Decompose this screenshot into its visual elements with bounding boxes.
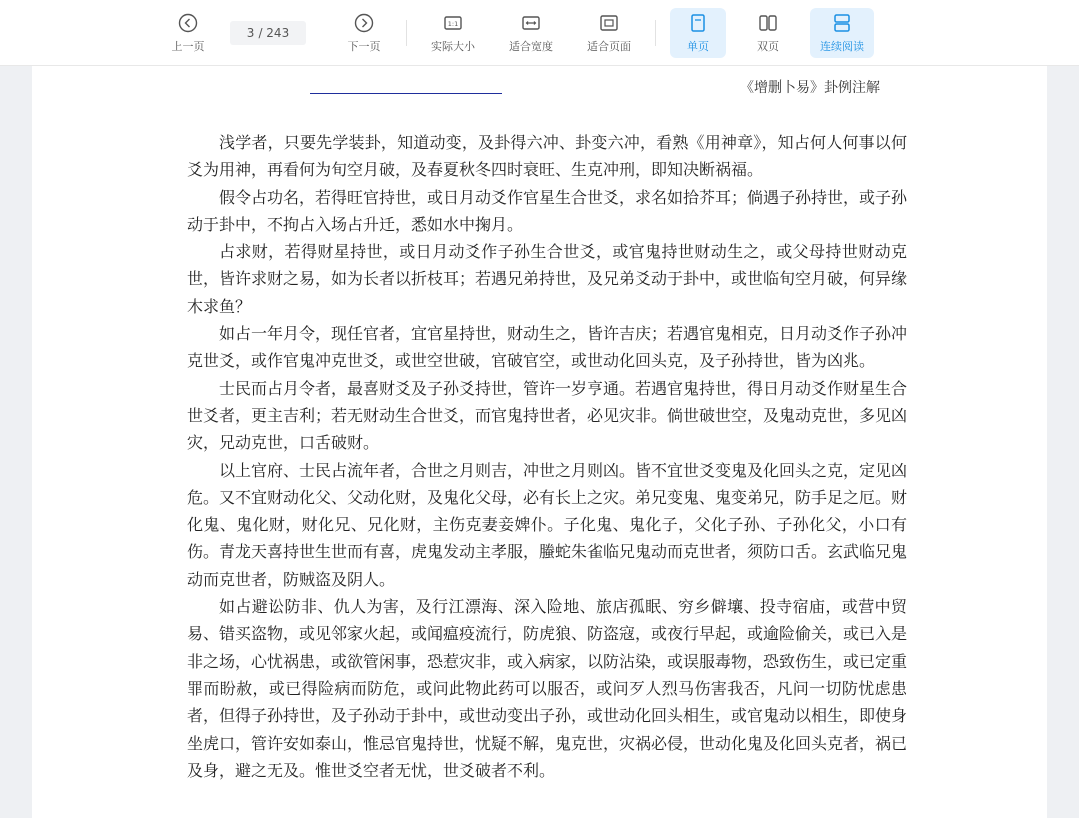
continuous-scroll-icon	[831, 12, 853, 34]
prev-page-button[interactable]	[160, 8, 216, 58]
viewer-toolbar	[0, 0, 1079, 66]
single-page-label: 单页	[687, 39, 709, 53]
fit-page-button[interactable]	[577, 8, 641, 58]
continuous-reading-button[interactable]	[810, 8, 874, 58]
fit-page-icon	[598, 12, 620, 34]
toolbar-divider	[655, 20, 656, 46]
running-header: 《增删卜易》卦例注解	[740, 80, 880, 96]
fit-width-button[interactable]	[499, 8, 563, 58]
document-page	[32, 66, 1047, 818]
next-page-label: 下一页	[347, 39, 381, 53]
page-number-input[interactable]	[230, 21, 306, 45]
toolbar-divider	[406, 20, 407, 46]
chevron-left-circle-icon	[177, 12, 199, 34]
paragraph: 占求财，若得财星持世，或日月动爻作子孙生合世爻，或官鬼持世财动生之，或父母持世财动克世，皆许求财之易，如为长者以折枝耳；若遇兄弟持世，及兄弟爻动于卦中，或世临旬空月破，何异缘木求鱼？	[187, 242, 908, 316]
actual-size-button[interactable]	[421, 8, 485, 58]
next-page-button[interactable]	[336, 8, 392, 58]
total-pages: / 243	[258, 25, 290, 40]
header-rule	[310, 93, 502, 94]
single-page-button[interactable]	[670, 8, 726, 58]
document-body	[187, 129, 907, 784]
current-page: 3	[246, 25, 255, 40]
chevron-right-circle-icon	[353, 12, 375, 34]
double-page-icon	[757, 12, 779, 34]
svg-text:1:1: 1:1	[447, 19, 459, 28]
page-indicator	[230, 8, 322, 58]
fit-page-label: 适合页面	[587, 39, 631, 53]
paragraph: 浅学者，只要先学装卦，知道动变，及卦得六冲、卦变六冲，看熟《用神章》，知占何人何事以何爻为用神，再看何为旬空月破，及春夏秋冬四时衰旺、生克冲刑，即知决断祸福。	[187, 133, 907, 180]
fit-width-icon	[520, 12, 542, 34]
continuous-reading-label: 连续阅读	[820, 39, 864, 53]
double-page-label: 双页	[757, 39, 779, 53]
paragraph: 以上官府、士民占流年者，合世之月则吉，冲世之月则凶。皆不宜世爻变鬼及化回头之克，定见凶危。又不宜财动化父、父动化财，及鬼化父母，必有长上之灾。弟兄变鬼、鬼变弟兄，防手足之厄。财化鬼、鬼化财，财化兄、兄化财，主伤克妻妾婢仆。子化鬼、鬼化子，父化子孙、子孙化父，小口有伤。青龙天喜持世生世而有喜，虎鬼发动主孝服，螣蛇朱雀临兄鬼动而克世者，须防口舌。玄武临兄鬼动而克世者，防贼盗及阴人。	[187, 460, 908, 589]
prev-page-label: 上一页	[171, 39, 205, 53]
single-page-icon	[687, 12, 709, 34]
double-page-button[interactable]	[740, 8, 796, 58]
paragraph: 如占一年月令，现任官者，宜官星持世，财动生之，皆许吉庆；若遇官鬼相克，日月动爻作子孙冲克世爻，或作官鬼冲克世爻，或世空世破，官破官空，或世动化回头克，及子孙持世，皆为凶兆。	[187, 324, 908, 371]
actual-size-icon	[442, 12, 464, 34]
actual-size-label: 实际大小	[431, 39, 475, 53]
fit-width-label: 适合宽度	[509, 39, 553, 53]
paragraph: 士民而占月令者，最喜财爻及子孙爻持世，管许一岁亨通。若遇官鬼持世，得日月动爻作财星生合世爻者，更主吉利；若无财动生合世爻，而官鬼持世者，必见灾非。倘世破世空，及鬼动克世，多见凶灾，兄动克世，口舌破财。	[187, 378, 908, 453]
paragraph: 假令占功名，若得旺官持世，或日月动爻作官星生合世爻，求名如拾芥耳；倘遇子孙持世，或子孙动于卦中，不拘占入场占升迁，悉如水中掬月。	[187, 187, 908, 234]
paragraph: 如占避讼防非、仇人为害，及行江漂海、深入险地、旅店孤眠、穷乡僻壤、投寺宿庙，或营中贸易、错买盗物，或见邻家火起，或闻瘟疫流行，防虎狼、防盗寇，或夜行早起，或逾险偷关，或已入是非之场，心忧祸患，或欲管闲事，恐惹灾非，或入病家，以防沾染，或误服毒物，恐致伤生，或已定重罪而盼赦，或已得险病而防危，或问此物此药可以服否，或问歹人烈马伤害我否，凡问一切防忧虑患者，但得子孙持世，及子孙动于卦中，或世动变出子孙，或世动化回头相生，或官鬼动以相生，即使身坐虎口，管许安如泰山，惟忌官鬼持世，忧疑不解，鬼克世，灾祸必侵，世动化鬼及化回头克者，祸已及身，避之无及。惟世爻空者无忧，世爻破者不利。	[187, 597, 908, 780]
